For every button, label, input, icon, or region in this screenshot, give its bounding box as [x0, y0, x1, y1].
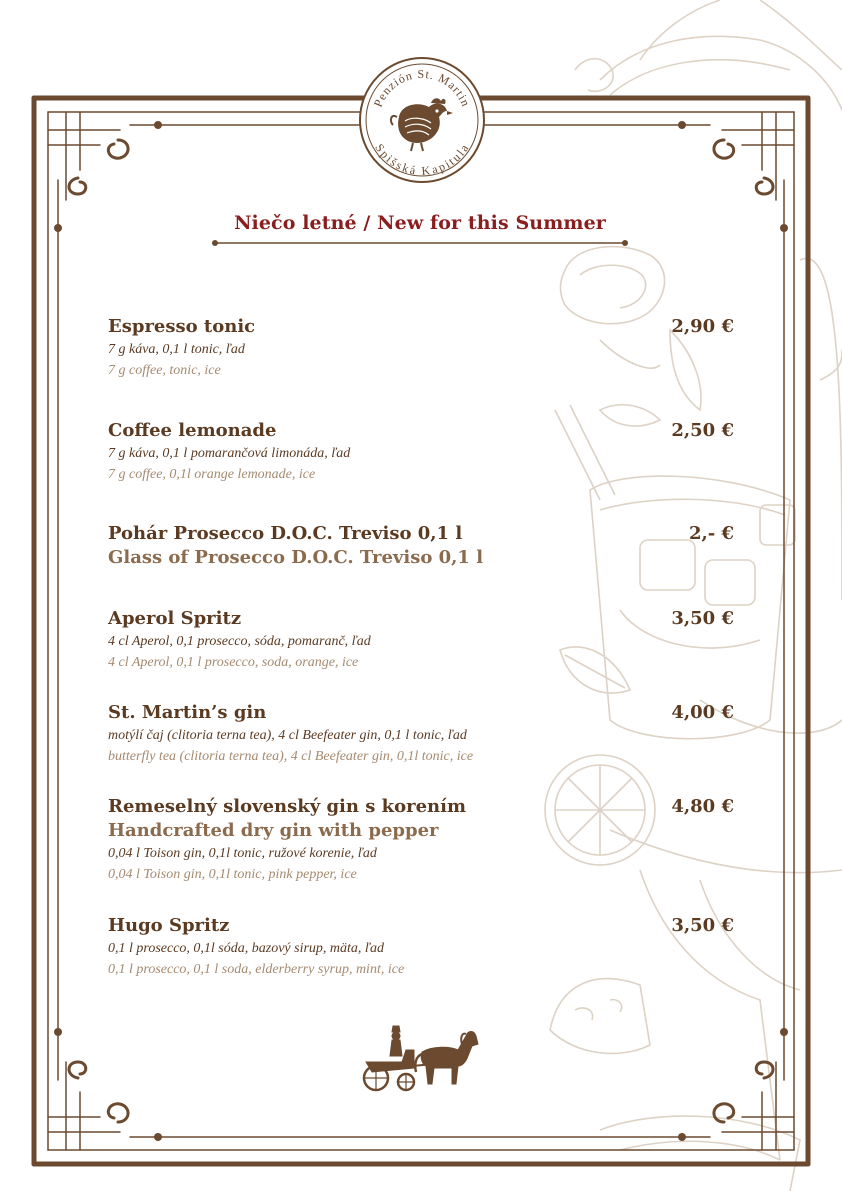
- item-description-en: 7 g coffee, 0,1l orange lemonade, ice: [108, 467, 316, 482]
- item-description-en: 7 g coffee, tonic, ice: [108, 363, 221, 378]
- item-name: Pohár Prosecco D.O.C. Treviso 0,1 l: [108, 523, 463, 544]
- menu-heading: [210, 207, 630, 245]
- item-description-en: butterfly tea (clitoria terna tea), 4 cl Beefeater gin, 0,1l tonic, ice: [108, 749, 474, 764]
- item-price: 3,50 €: [671, 915, 734, 936]
- item-description-sk: 0,1 l prosecco, 0,1l sóda, bazový sirup, mäta, ľad: [108, 941, 385, 956]
- item-name: Hugo Spritz: [108, 915, 230, 936]
- horse-carriage-icon: [362, 1022, 480, 1100]
- item-description-en: 0,04 l Toison gin, 0,1l tonic, pink pepper, ice: [108, 867, 357, 882]
- item-price: 2,50 €: [671, 420, 734, 441]
- item-description-en: 0,1 l prosecco, 0,1 l soda, elderberry syrup, mint, ice: [108, 962, 405, 977]
- menu-item: [108, 522, 738, 570]
- item-price: 4,00 €: [671, 702, 734, 723]
- item-name: St. Martin’s gin: [108, 702, 267, 723]
- logo-top-text: Penzión St. Martin: [370, 66, 474, 110]
- item-description-sk: motýlí čaj (clitoria terna tea), 4 cl Beefeater gin, 0,1 l tonic, ľad: [108, 728, 467, 743]
- item-price: 2,90 €: [671, 316, 734, 337]
- logo-badge: [357, 55, 487, 185]
- item-price: 2,- €: [688, 523, 734, 544]
- menu-item: [108, 419, 738, 485]
- item-description-sk: 7 g káva, 0,1 l pomarančová limonáda, ľad: [108, 446, 351, 461]
- item-name: Coffee lemonade: [108, 420, 277, 441]
- item-name: Remeselný slovenský gin s korením: [108, 796, 467, 817]
- heading-underline: [210, 240, 630, 246]
- item-description-sk: 7 g káva, 0,1 l tonic, ľad: [108, 342, 245, 357]
- item-description-sk: 0,04 l Toison gin, 0,1l tonic, ružové korenie, ľad: [108, 846, 377, 861]
- item-price: 3,50 €: [671, 608, 734, 629]
- item-name: Espresso tonic: [108, 316, 256, 337]
- item-description-en: 4 cl Aperol, 0,1 l prosecco, soda, orange, ice: [108, 655, 359, 670]
- menu-item: [108, 914, 738, 980]
- menu-title: Niečo letné / New for this Summer: [234, 212, 606, 234]
- menu-item: [108, 315, 738, 381]
- menu-item: [108, 701, 738, 767]
- menu-item: [108, 607, 738, 673]
- item-price: 4,80 €: [671, 796, 734, 817]
- menu-item: [108, 795, 738, 885]
- logo-bottom-text: Spišská Kapitula: [372, 141, 472, 179]
- item-name: Aperol Spritz: [108, 608, 242, 629]
- item-name-en: Handcrafted dry gin with pepper: [108, 820, 439, 841]
- item-description-sk: 4 cl Aperol, 0,1 prosecco, sóda, pomaranč, ľad: [108, 634, 371, 649]
- item-name-en: Glass of Prosecco D.O.C. Treviso 0,1 l: [108, 547, 484, 568]
